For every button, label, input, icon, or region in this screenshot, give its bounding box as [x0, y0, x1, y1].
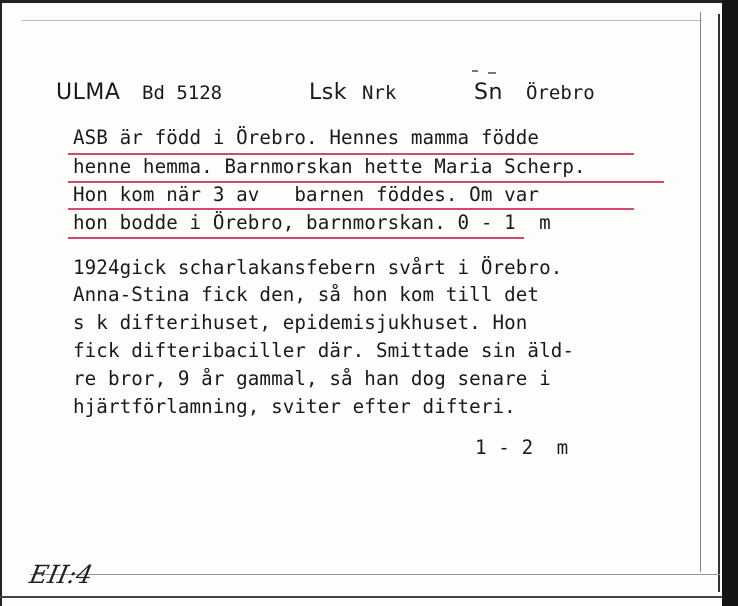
card-right-line: [718, 14, 720, 592]
stray-mark: [488, 72, 496, 74]
volume-number: Bd 5128: [142, 82, 223, 104]
text-line: hon bodde i Örebro, barnmorskan. 0 - 1 m: [73, 211, 551, 234]
text-line: henne hemma. Barnmorskan hette Maria Scherp.: [73, 155, 586, 178]
text-line: 1924gick scharlakansfebern svårt i Örebro.: [73, 256, 563, 279]
archive-code: ULMA: [56, 80, 121, 105]
text-line: ASB är född i Örebro. Hennes mamma födde: [73, 126, 540, 149]
text-line: re bror, 9 år gammal, så han dog senare i: [73, 367, 551, 390]
underline: [68, 237, 524, 239]
card-bottom-inner-line: [30, 574, 720, 575]
text-line: Hon kom när 3 av barnen föddes. Om var: [73, 183, 540, 206]
underline: [68, 208, 634, 210]
card-right-inner-line: [700, 12, 701, 572]
text-line: Anna-Stina fick den, så hon kom till det: [73, 283, 540, 306]
card-inner-line: [22, 20, 702, 21]
handwritten-signature: EII:4: [26, 560, 96, 589]
time-range: 1 - 2 m: [475, 436, 569, 459]
card-left-edge: [0, 0, 2, 606]
card-top-edge: [0, 0, 738, 3]
text-line: s k difterihuset, epidemisjukhuset. Hon: [73, 311, 528, 334]
socken-value: Örebro: [526, 82, 595, 104]
text-line: hjärtförlamning, sviter efter difteri.: [73, 395, 516, 418]
stray-mark: [472, 70, 478, 72]
card-bottom-edge: [0, 596, 722, 598]
card-right-edge: [722, 0, 738, 606]
text-line: fick difteribaciller där. Smittade sin äld-: [73, 339, 575, 362]
socken-label: Sn: [474, 80, 503, 105]
landskap-label: Lsk: [309, 80, 347, 105]
landskap-value: Nrk: [362, 82, 397, 104]
